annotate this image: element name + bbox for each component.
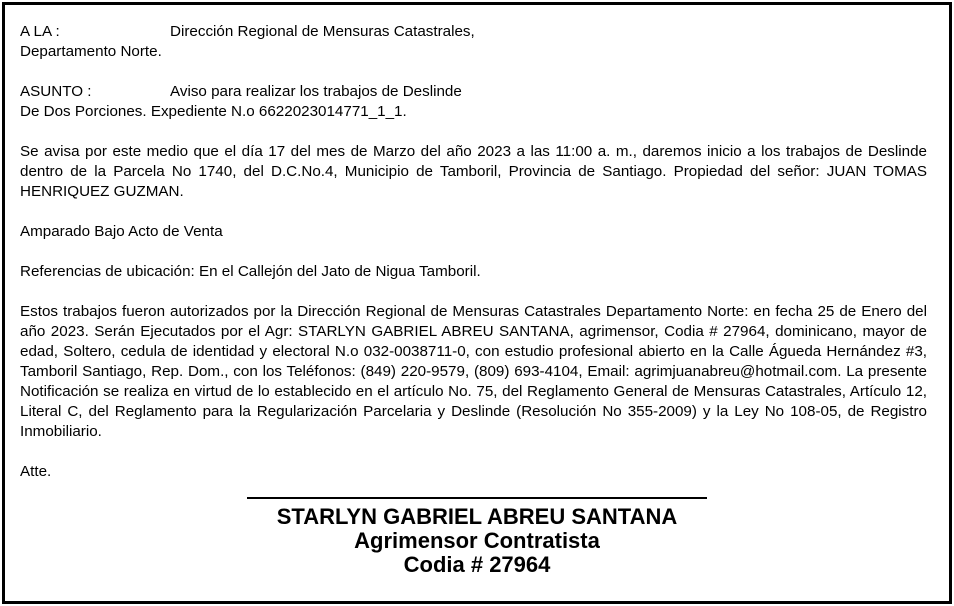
addressee-label: A LA : xyxy=(20,23,60,40)
notice-paragraph: Se avisa por este medio que el día 17 del mes de Marzo del año 2023 a las 11:00 a. m., daremos inicio a los trabajos de Deslinde dentro de la Parcela No 1740, del D.C.No.4, Municipio de Tamboril, Provincia de Santiago. Propiedad del señor: JUAN TOMAS HENRIQUEZ GUZMAN. xyxy=(20,143,927,200)
addressee-line xyxy=(20,22,927,42)
signature-block xyxy=(5,497,949,577)
signer-name: STARLYN GABRIEL ABREU SANTANA xyxy=(276,504,678,529)
signature-line xyxy=(247,497,707,499)
basis-paragraph: Amparado Bajo Acto de Venta xyxy=(20,223,223,240)
addressee-continuation: Departamento Norte. xyxy=(20,43,162,60)
location-paragraph: Referencias de ubicación: En el Callejón del Jato de Nigua Tamboril. xyxy=(20,263,481,280)
authorization-paragraph: Estos trabajos fueron autorizados por la Dirección Regional de Mensuras Catastrales Departamento Norte: en fecha 25 de Enero del año 2023. Serán Ejecutados por el Agr: STARLYN GABRIEL ABREU SANTANA, agrimensor, Codia # 27964, dominicano, mayor de edad, Soltero, cedula de identidad y electoral N.o 032-0038711-0, con estudio profesional abierto en la Calle Águeda Hernández #3, Tamboril Santiago, Rep. Dom., con los Teléfonos: (849) 220-9579, (809) 693-4104, Email: agrimjuanabreu@hotmail.com. La presente Notificación se realiza en virtud de lo establecido en el artículo No. 75, del Reglamento General de Mensuras Catastrales, Artículo 12, Literal C, del Reglamento para la Regularización Parcelaria y Deslinde (Resolución No 355-2009) y la Ley No 108-05, de Registro Inmobiliario. xyxy=(20,303,927,440)
addressee-value: Dirección Regional de Mensuras Catastrales, xyxy=(170,23,475,40)
notice-body xyxy=(20,22,927,482)
subject-continuation: De Dos Porciones. Expediente N.o 6622023014771_1_1. xyxy=(20,103,407,120)
signer-title: Agrimensor Contratista xyxy=(354,528,600,553)
subject-value: Aviso para realizar los trabajos de Deslinde xyxy=(170,83,462,100)
closing-text: Atte. xyxy=(20,463,52,480)
subject-line xyxy=(20,82,927,102)
notice-frame xyxy=(2,2,952,604)
signer-codia: Codia # 27964 xyxy=(403,552,551,577)
subject-label: ASUNTO : xyxy=(20,83,92,100)
